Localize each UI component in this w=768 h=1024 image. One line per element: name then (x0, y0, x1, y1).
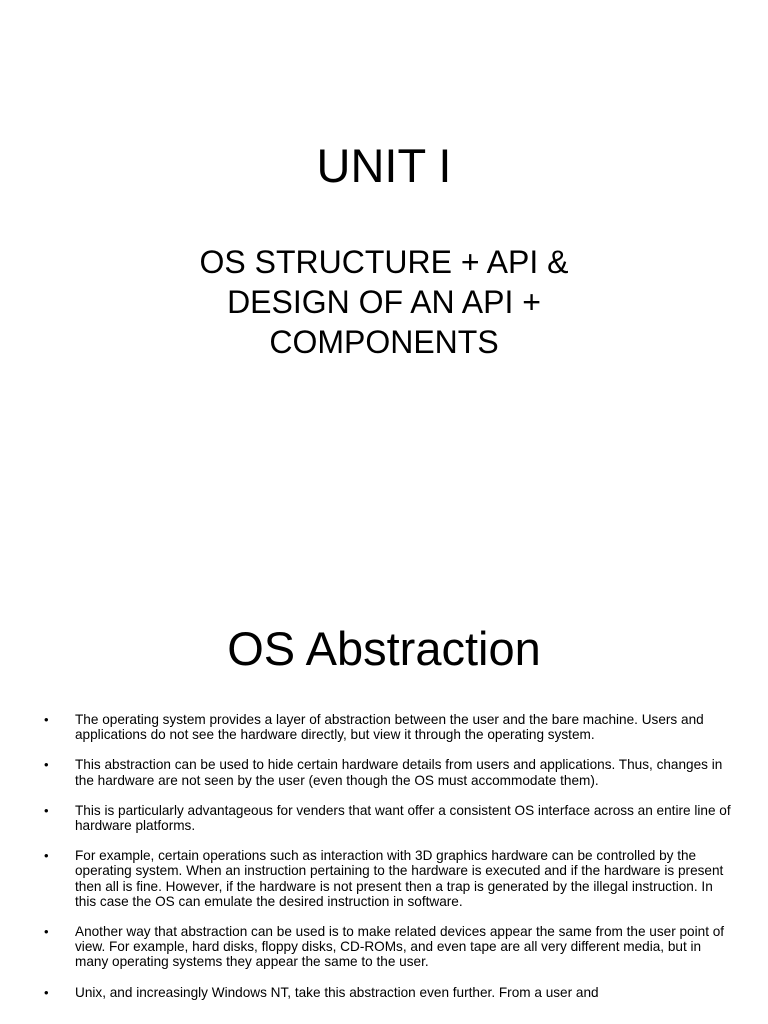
bullet-text: Another way that abstraction can be used is to make related devices appear the same from the user point of view. For example, hard disks, floppy disks, CD-ROMs, and even tape are all very different media, but in many operating systems they appear the same to the user. (75, 924, 725, 970)
bullet-item (44, 757, 734, 787)
bullet-item (44, 848, 734, 909)
bullet-icon: • (44, 712, 49, 727)
bullet-text: This abstraction can be used to hide certain hardware details from users and applications. Thus, changes in the hardware are not seen by the user (even though the OS must accommodate them). (75, 757, 723, 788)
bullet-icon: • (44, 984, 49, 1000)
bullet-icon: • (44, 848, 49, 864)
bullet-icon: • (44, 802, 49, 818)
bullet-icon: • (44, 924, 49, 940)
bullet-item (44, 985, 734, 1000)
subtitle-line: COMPONENTS (269, 324, 499, 360)
bullet-item (44, 712, 734, 742)
bullet-item (44, 924, 734, 970)
slide-title: OS Abstraction (227, 622, 541, 675)
bullet-text: This is particularly advantageous for venders that want offer a consistent OS interface across an entire line of hardware platforms. (75, 802, 731, 834)
unit-title: UNIT I (316, 139, 452, 192)
bullet-text: The operating system provides a layer of abstraction between the user and the bare machine. Users and applications do not see the hardware directly, but view it through the operating system. (75, 712, 704, 743)
bullet-text: Unix, and increasingly Windows NT, take this abstraction even further. From a user and (75, 984, 599, 1000)
bullet-item (44, 803, 734, 833)
bullet-text: For example, certain operations such as interaction with 3D graphics hardware can be controlled by the operating system. When an instruction pertaining to the hardware is executed and if the hardware is present then all is fine. However, if the hardware is not present then a trap is generated by the illegal instruction. In this case the OS can emulate the desired instruction in software. (75, 848, 724, 909)
subtitle-line: OS STRUCTURE + API & (199, 244, 569, 280)
subtitle-line: DESIGN OF AN API + (227, 284, 541, 320)
slide-os-abstraction (0, 576, 768, 1024)
unit-subtitle (84, 242, 684, 362)
bullet-list (44, 712, 734, 1015)
bullet-icon: • (44, 757, 49, 773)
